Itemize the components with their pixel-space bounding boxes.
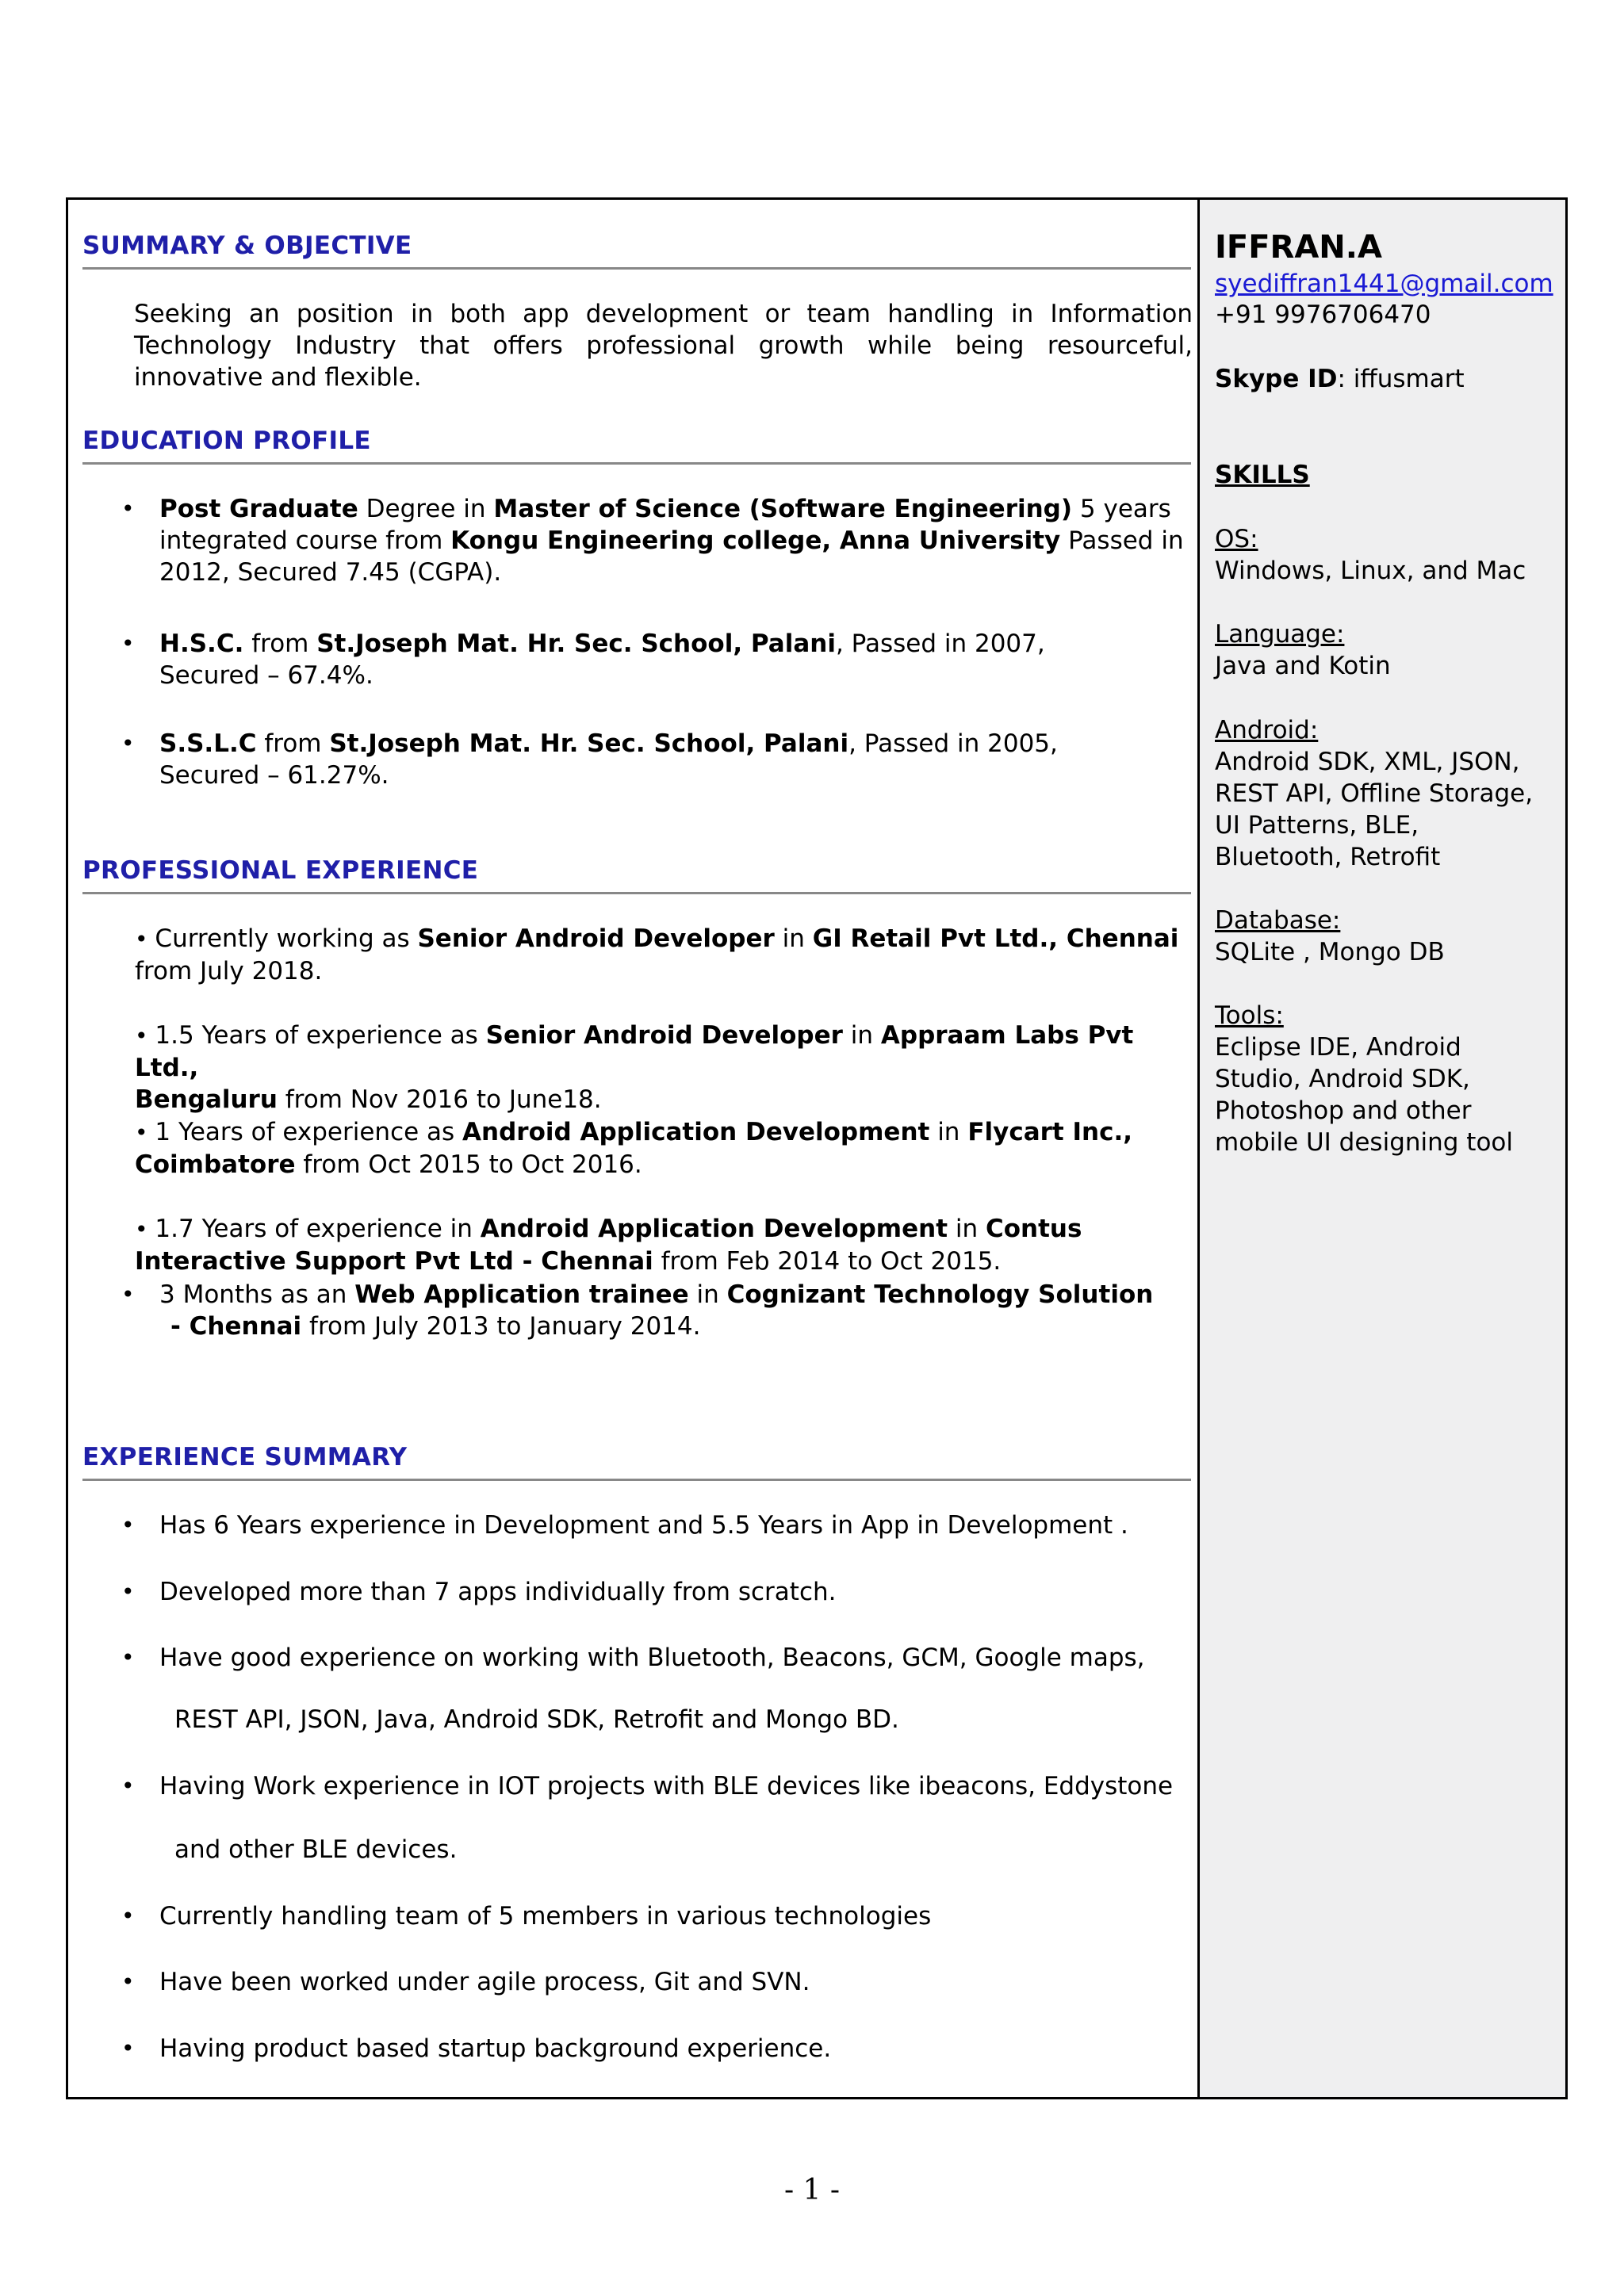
skills-tools-line: mobile UI designing tool xyxy=(1215,1128,1514,1157)
bullet-icon: • xyxy=(121,1773,135,1799)
skills-os-label: OS: xyxy=(1215,525,1258,553)
exp-summary-item: Having Work experience in IOT projects with BLE devices like ibeacons, Eddystone xyxy=(159,1772,1174,1800)
exp-summary-item: Have been worked under agile process, Git and SVN. xyxy=(159,1968,810,1996)
skills-language-label: Language: xyxy=(1215,620,1345,649)
skills-tools-line: Studio, Android SDK, xyxy=(1215,1065,1470,1093)
exp-summary-item-cont: REST API, JSON, Java, Android SDK, Retrofit and Mongo BD. xyxy=(174,1705,899,1734)
skills-heading: SKILLS xyxy=(1215,461,1310,489)
skills-database: SQLite , Mongo DB xyxy=(1215,938,1445,966)
skills-android-label: Android: xyxy=(1215,716,1319,744)
skills-tools-line: Eclipse IDE, Android xyxy=(1215,1033,1461,1062)
bullet-icon: • xyxy=(121,630,135,656)
skills-android-line: Bluetooth, Retrofit xyxy=(1215,843,1441,871)
education-sslc: S.S.L.C from St.Joseph Mat. Hr. Sec. School, Palani, Passed in 2005, Secured – 61.27%. xyxy=(159,729,1058,790)
bullet-icon: • xyxy=(121,1903,135,1929)
bullet-icon: • xyxy=(121,496,135,522)
exp-summary-item-cont: and other BLE devices. xyxy=(174,1835,458,1864)
skills-language: Java and Kotin xyxy=(1215,652,1391,680)
skills-os: Windows, Linux, and Mac xyxy=(1215,557,1526,585)
bullet-icon: • xyxy=(121,730,135,756)
education-heading: EDUCATION PROFILE xyxy=(82,425,1191,465)
education-pg: Post Graduate Degree in Master of Science (Software Engineering) 5 years integrated course from Kongu Engineering college, Anna University Passed in 2012, Secured 7.45 (CGPA). xyxy=(159,495,1184,587)
experience-item: • 1 Years of experience as Android Application Development in Flycart Inc., Coimbatore from Oct 2015 to Oct 2016. xyxy=(135,1118,1133,1179)
summary-heading: SUMMARY & OBJECTIVE xyxy=(82,230,1191,270)
skills-android-line: UI Patterns, BLE, xyxy=(1215,811,1419,840)
main-column xyxy=(68,200,1197,2097)
summary-text: Seeking an position in both app development or team handling in Information Technology Industry that offers professional growth while being resourceful, innovative and flexible. xyxy=(134,300,1193,392)
exp-summary-item: Has 6 Years experience in Development and 5.5 Years in App in Development . xyxy=(159,1511,1128,1540)
bullet-icon: • xyxy=(121,1644,135,1670)
education-hsc: H.S.C. from St.Joseph Mat. Hr. Sec. School, Palani, Passed in 2007, Secured – 67.4%. xyxy=(159,629,1045,690)
experience-item: 3 Months as an Web Application trainee in Cognizant Technology Solution - Chennai from July 2013 to January 2014. xyxy=(159,1280,1154,1341)
phone-number: +91 9976706470 xyxy=(1215,300,1431,329)
bullet-icon: • xyxy=(121,1281,135,1307)
skills-android-line: REST API, Offline Storage, xyxy=(1215,779,1534,808)
skills-tools-label: Tools: xyxy=(1215,1001,1284,1030)
bullet-icon: • xyxy=(121,1578,135,1605)
candidate-name: IFFRAN.A xyxy=(1215,229,1382,266)
skype-id: Skype ID: iffusmart xyxy=(1215,365,1465,393)
bullet-icon: • xyxy=(121,1969,135,1995)
exp-summary-item: Currently handling team of 5 members in various technologies xyxy=(159,1902,932,1931)
bullet-icon: • xyxy=(121,2035,135,2061)
exp-summary-item: Having product based startup background experience. xyxy=(159,2034,832,2063)
skills-tools-line: Photoshop and other xyxy=(1215,1096,1472,1125)
experience-heading: PROFESSIONAL EXPERIENCE xyxy=(82,855,1191,894)
skills-database-label: Database: xyxy=(1215,906,1341,935)
page-number: - 1 - xyxy=(783,2174,841,2206)
experience-item: • 1.7 Years of experience in Android Application Development in Contus Interactive Support Pvt Ltd - Chennai from Feb 2014 to Oct 2015. xyxy=(135,1215,1082,1276)
exp-summary-item: Have good experience on working with Bluetooth, Beacons, GCM, Google maps, xyxy=(159,1644,1145,1672)
skills-android-line: Android SDK, XML, JSON, xyxy=(1215,748,1520,776)
experience-item: • 1.5 Years of experience as Senior Android Developer in Appraam Labs Pvt Ltd., Bengaluru from Nov 2016 to June18. xyxy=(135,1021,1134,1114)
resume-frame xyxy=(66,197,1568,2099)
sidebar-column xyxy=(1197,200,1565,2097)
email-link[interactable]: syediffran1441@gmail.com xyxy=(1215,270,1553,298)
exp-summary-heading: EXPERIENCE SUMMARY xyxy=(82,1441,1191,1481)
bullet-icon: • xyxy=(121,1512,135,1538)
experience-item: • Currently working as Senior Android Developer in GI Retail Pvt Ltd., Chennai from July 2018. xyxy=(135,924,1179,985)
exp-summary-item: Developed more than 7 apps individually from scratch. xyxy=(159,1578,837,1606)
